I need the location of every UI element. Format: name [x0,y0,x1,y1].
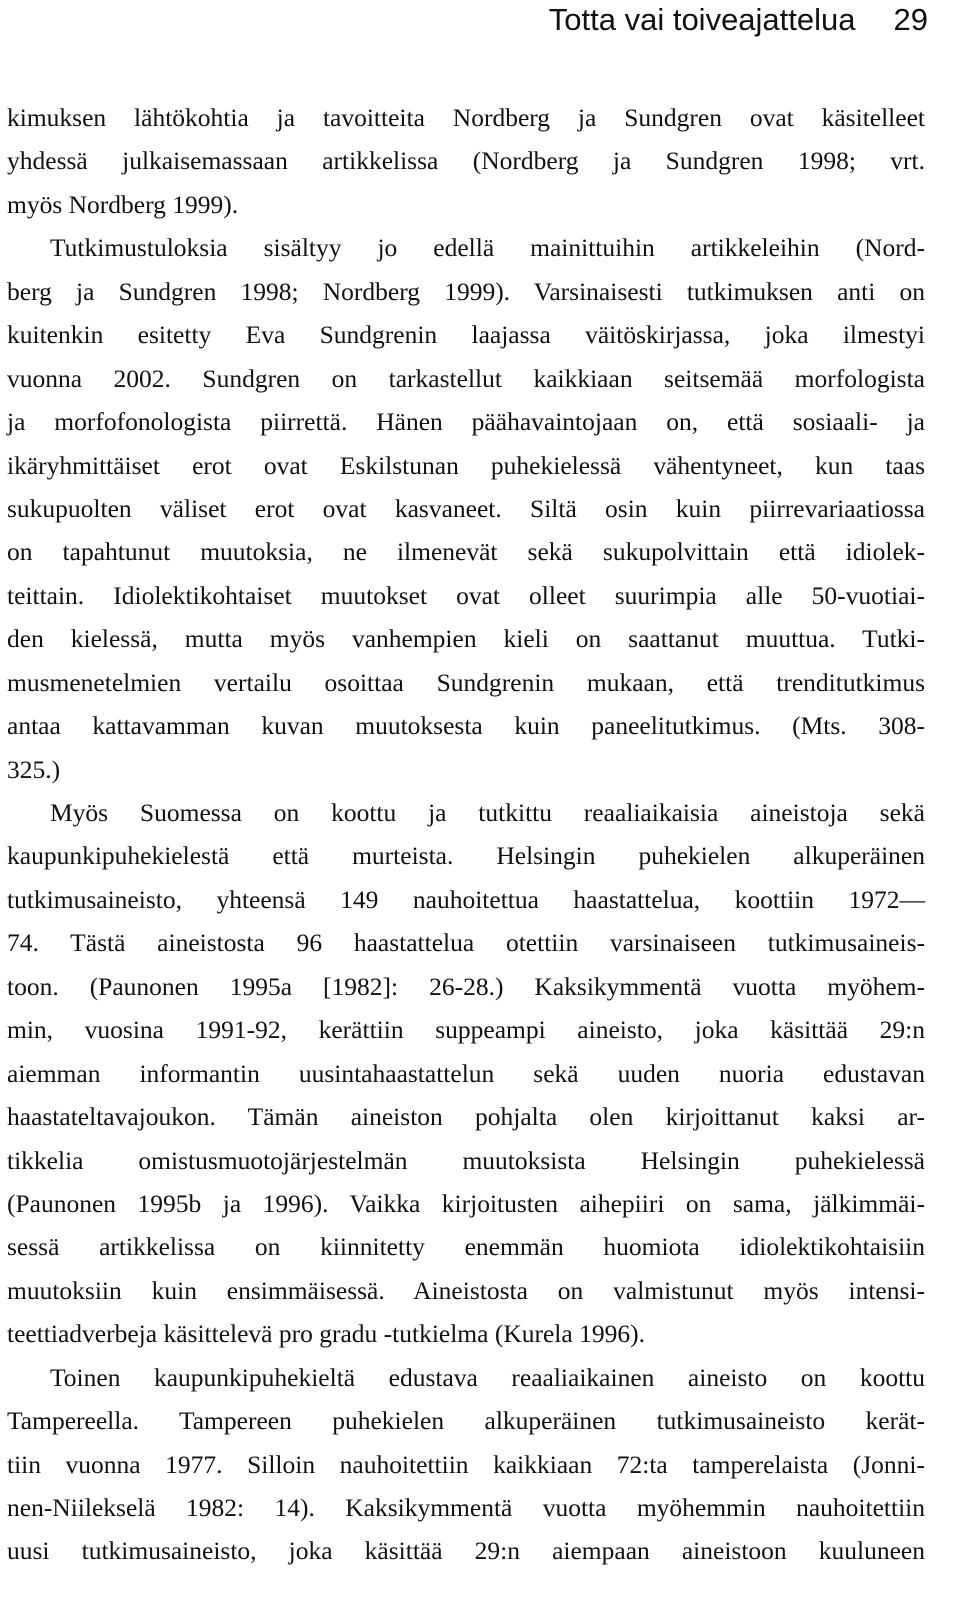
paragraph [7,226,925,791]
text-line: teettiadverbeja käsittelevä pro gradu -tutkielma (Kurela 1996). [7,1319,645,1349]
text-line: kimuksen lähtökohtia ja tavoitteita Nordberg ja Sundgren ovat käsitelleet [7,103,925,132]
text-line: 325.) [7,754,61,784]
text-line: myös Nordberg 1999). [7,189,239,219]
running-header-title: Totta vai toiveajattelua [548,2,856,37]
text-line: kaupunkipuhekielestä että murteista. Helsingin puhekielen alkuperäinen [7,841,925,871]
running-header [0,0,928,40]
text-line: tiin vuonna 1977. Silloin nauhoitettiin kaikkiaan 72:ta tamperelaista (Jonni- [7,1449,925,1479]
page-number: 29 [893,2,928,37]
text-line: min, vuosina 1991-92, kerättiin suppeampi aineisto, joka käsittää 29:n [7,1015,925,1045]
text-line: ikäryhmittäiset erot ovat Eskilstunan puhekielessä vähentyneet, kun taas [7,450,925,480]
text-line: yhdessä julkaisemassaan artikkelissa (Nordberg ja Sundgren 1998; vrt. [7,146,925,176]
text-line: sukupuolten väliset erot ovat kasvaneet. Siltä osin kuin piirrevariaatiossa [7,493,925,523]
paragraph [7,1356,925,1573]
text-line: aiemman informantin uusintahaastattelun sekä uuden nuoria edustavan [7,1058,925,1088]
text-line: Myös Suomessa on koottu ja tutkittu reaaliaikaisia aineistoja sekä [50,798,925,827]
text-line: Toinen kaupunkipuhekieltä edustava reaaliaikainen aineisto on koottu [50,1362,925,1392]
text-line: musmenetelmien vertailu osoittaa Sundgrenin mukaan, että trenditutkimus [7,667,925,697]
text-line: tutkimusaineisto, yhteensä 149 nauhoitettua haastattelua, koottiin 1972— [7,884,925,914]
text-line: antaa kattavamman kuvan muutoksesta kuin paneelitutkimus. (Mts. 308- [7,711,925,741]
text-line: uusi tutkimusaineisto, joka käsittää 29:n aiempaan aineistoon kuuluneen [7,1536,925,1566]
text-line: nen-Niilekselä 1982: 14). Kaksikymmentä vuotta myöhemmin nauhoitettiin [7,1493,925,1522]
text-line: ja morfofonologista piirrettä. Hänen päähavaintojaan on, että sosiaali- ja [7,407,925,437]
text-line: 74. Tästä aineistosta 96 haastattelua otettiin varsinaiseen tutkimusaineis- [7,928,925,958]
paragraph [7,791,925,1356]
text-line: teittain. Idiolektikohtaiset muutokset ovat olleet suurimpia alle 50-vuotiai- [7,580,925,610]
text-line: vuonna 2002. Sundgren on tarkastellut kaikkiaan seitsemää morfologista [7,363,925,393]
text-line: den kielessä, mutta myös vanhempien kieli on saattanut muuttua. Tutki- [7,624,925,654]
text-line: haastateltavajoukon. Tämän aineiston pohjalta olen kirjoittanut kaksi ar- [7,1102,925,1132]
text-line: muutoksiin kuin ensimmäisessä. Aineistosta on valmistunut myös intensi- [7,1275,925,1305]
text-line: (Paunonen 1995b ja 1996). Vaikka kirjoitusten aihepiiri on sama, jälkimmäi- [7,1188,925,1218]
text-line: tikkelia omistusmuotojärjestelmän muutoksista Helsingin puhekielessä [7,1145,925,1175]
text-line: kuitenkin esitetty Eva Sundgrenin laajassa väitöskirjassa, joka ilmestyi [7,320,925,350]
text-line: Tutkimustuloksia sisältyy jo edellä mainittuihin artikkeleihin (Nord- [50,233,925,263]
paragraph [7,96,925,226]
body-text [7,96,925,1573]
text-line: toon. (Paunonen 1995a [1982]: 26-28.) Kaksikymmentä vuotta myöhem- [7,971,925,1001]
text-line: on tapahtunut muutoksia, ne ilmenevät sekä sukupolvittain että idiolek- [7,537,925,567]
text-line: sessä artikkelissa on kiinnitetty enemmän huomiota idiolektikohtaisiin [7,1232,925,1262]
text-line: Tampereella. Tampereen puhekielen alkuperäinen tutkimusaineisto kerät- [7,1406,925,1436]
text-line: berg ja Sundgren 1998; Nordberg 1999). Varsinaisesti tutkimuksen anti on [7,276,925,306]
